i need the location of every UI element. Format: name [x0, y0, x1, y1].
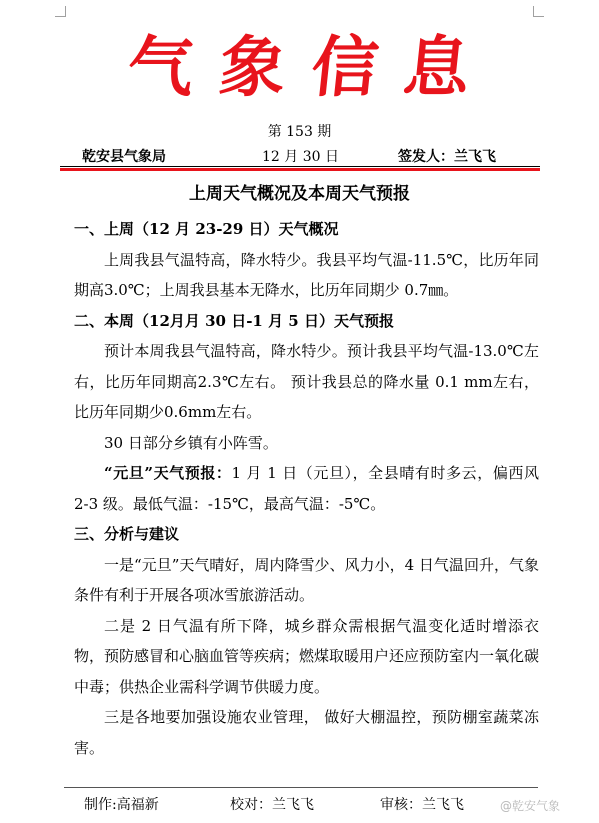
header-divider-red [60, 168, 540, 171]
header-divider-black [60, 166, 540, 167]
issuing-organization: 乾安县气象局 [82, 149, 166, 165]
section-3-paragraph-3: 三是各地要加强设施农业管理， 做好大棚温控，预防棚室蔬菜冻害。 [74, 708, 539, 757]
issue-date: 12 月 30 日 [262, 149, 339, 165]
footer-checked-by: 校对：兰飞飞 [230, 797, 314, 813]
footer-divider [64, 787, 538, 788]
section-3-heading: 三、分析与建议 [74, 525, 180, 543]
section-1-heading: 一、上周（12 月 23-29 日）天气概况 [74, 220, 339, 238]
new-year-forecast-label: “元旦”天气预报： [104, 464, 232, 482]
section-2-paragraph-2: 30 日部分乡镇有小阵雪。 [104, 433, 278, 452]
section-2-paragraph-1: 预计本周我县气温特高，降水特少。预计我县平均气温-13.0℃左右，比历年同期高2.3℃左右。 预计我县总的降水量 0.1 mm左右，比历年同期少0.6mm左右。 [74, 342, 539, 421]
section-3-paragraph-2: 二是 2 日气温有所下降，城乡群众需根据气温变化适时增添衣物，预防感冒和心脑血管等疾病；燃煤取暖用户还应预防室内一氧化碳中毒；供热企业需科学调节供暖力度。 [74, 616, 540, 696]
issuer: 签发人：兰飞飞 [398, 149, 496, 165]
new-year-forecast-text: 1 月 1 日（元旦），全县晴有时多云，偏西风 2-3 级。最低气温：-15℃，最高气温：-5℃。 [74, 464, 539, 513]
section-2-paragraph-3 [74, 458, 539, 519]
section-3-paragraph-1: 一是“元旦”天气晴好，周内降雪少、风力小，4 日气温回升，气象条件有利于开展各项冰雪旅游活动。 [74, 555, 539, 604]
section-1-paragraph: 上周我县气温特高，降水特少。我县平均气温-11.5℃，比历年同期高3.0℃；上周我县基本无降水，比历年同期少 0.7㎜。 [74, 250, 539, 299]
masthead-title: 气象信息 [123, 28, 501, 106]
footer-reviewed-by: 审核：兰飞飞 [380, 797, 464, 813]
section-2-heading: 二、本周（12月月 30 日-1 月 5 日）天气预报 [74, 311, 394, 330]
watermark: @乾安气象 [500, 799, 561, 813]
document-body [74, 214, 539, 763]
issue-number: 第 153 期 [267, 124, 332, 140]
document-title: 上周天气概况及本周天气预报 [189, 184, 410, 204]
footer-made-by: 制作:高福新 [84, 797, 159, 813]
